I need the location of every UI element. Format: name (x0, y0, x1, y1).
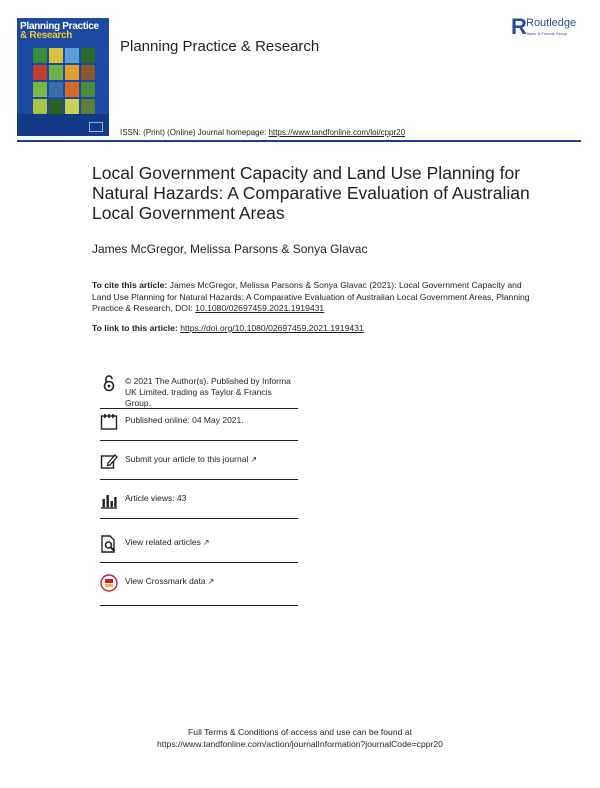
published-date: Published online: 04 May 2021. (125, 415, 244, 425)
footer (0, 727, 600, 750)
article-authors: James McGregor, Melissa Parsons & Sonya Glavac (92, 242, 368, 256)
journal-cover (17, 18, 109, 136)
external-link-icon: ↗ (207, 577, 215, 586)
crossmark-label[interactable]: View Crossmark data (125, 576, 206, 586)
views-row (100, 491, 298, 511)
citation-label: To cite this article: (92, 280, 168, 290)
related-row[interactable] (100, 535, 298, 555)
article-views: Article views: 43 (125, 493, 187, 503)
header-rule (17, 140, 581, 142)
issn-label: ISSN: (Print) (Online) Journal homepage: (120, 128, 267, 137)
divider (100, 440, 298, 441)
article-link-label: To link to this article: (92, 323, 181, 333)
crossmark-icon (100, 574, 118, 592)
footer-terms: Full Terms & Conditions of access and use can be found at (188, 727, 412, 737)
publisher-tagline: Taylor & Francis Group (526, 31, 567, 36)
citation-block (92, 280, 532, 315)
divider (100, 518, 298, 519)
crossmark-link[interactable] (125, 576, 214, 587)
issn-line (120, 128, 405, 137)
article-link-block (92, 323, 364, 333)
bar-chart-icon (100, 491, 118, 509)
divider (100, 562, 298, 563)
cover-photo-grid (33, 48, 95, 114)
related-articles-label[interactable]: View related articles (125, 537, 201, 547)
submit-article-label[interactable]: Submit your article to this journal (125, 454, 249, 464)
calendar-icon (100, 413, 118, 431)
external-link-icon: ↗ (202, 538, 210, 547)
divider (100, 479, 298, 480)
journal-homepage-link[interactable]: https://www.tandfonline.com/loi/cppr20 (268, 128, 406, 137)
citation-doi-link[interactable]: 10.1080/02697459.2021.1919431 (195, 303, 325, 314)
journal-title[interactable]: Planning Practice & Research (120, 38, 320, 55)
cover-footer (17, 114, 109, 136)
published-row (100, 413, 298, 433)
submit-row[interactable] (100, 452, 298, 472)
open-access-icon (100, 374, 118, 392)
citation-text: James McGregor, Melissa Parsons & Sonya Glavac (2021): Local Government Capacity and Land Use Planning for Natural Hazards: A Comparative Evaluation of Australian Local Government Areas, Planning Practice & Research, DOI: (92, 280, 530, 314)
routledge-logo (511, 16, 591, 40)
cover-title-line2: & Research (20, 30, 73, 41)
cover-logo-icon (89, 122, 103, 132)
edit-icon (100, 452, 118, 470)
article-doi-url[interactable]: https://doi.org/10.1080/02697459.2021.1919431 (180, 323, 364, 333)
license-row (100, 374, 298, 408)
divider (100, 408, 298, 409)
publisher-name: Routledge (526, 17, 577, 29)
cover-title (20, 22, 109, 40)
license-text: © 2021 The Author(s). Published by Informa UK Limited, trading as Taylor & Francis Group. (125, 376, 291, 408)
external-link-icon: ↗ (250, 455, 258, 464)
article-title: Local Government Capacity and Land Use Planning for Natural Hazards: A Comparative Evaluation of Australian Local Government Areas (92, 163, 530, 223)
submit-article-link[interactable] (125, 454, 257, 465)
related-articles-icon (100, 535, 118, 553)
routledge-r-icon: R (511, 14, 527, 39)
crossmark-row[interactable] (100, 574, 298, 594)
cover-title-line1: Planning Practice (20, 21, 99, 32)
related-articles-link[interactable] (125, 537, 210, 548)
divider (100, 605, 298, 606)
footer-url[interactable]: https://www.tandfonline.com/action/journalInformation?journalCode=cppr20 (157, 738, 443, 749)
